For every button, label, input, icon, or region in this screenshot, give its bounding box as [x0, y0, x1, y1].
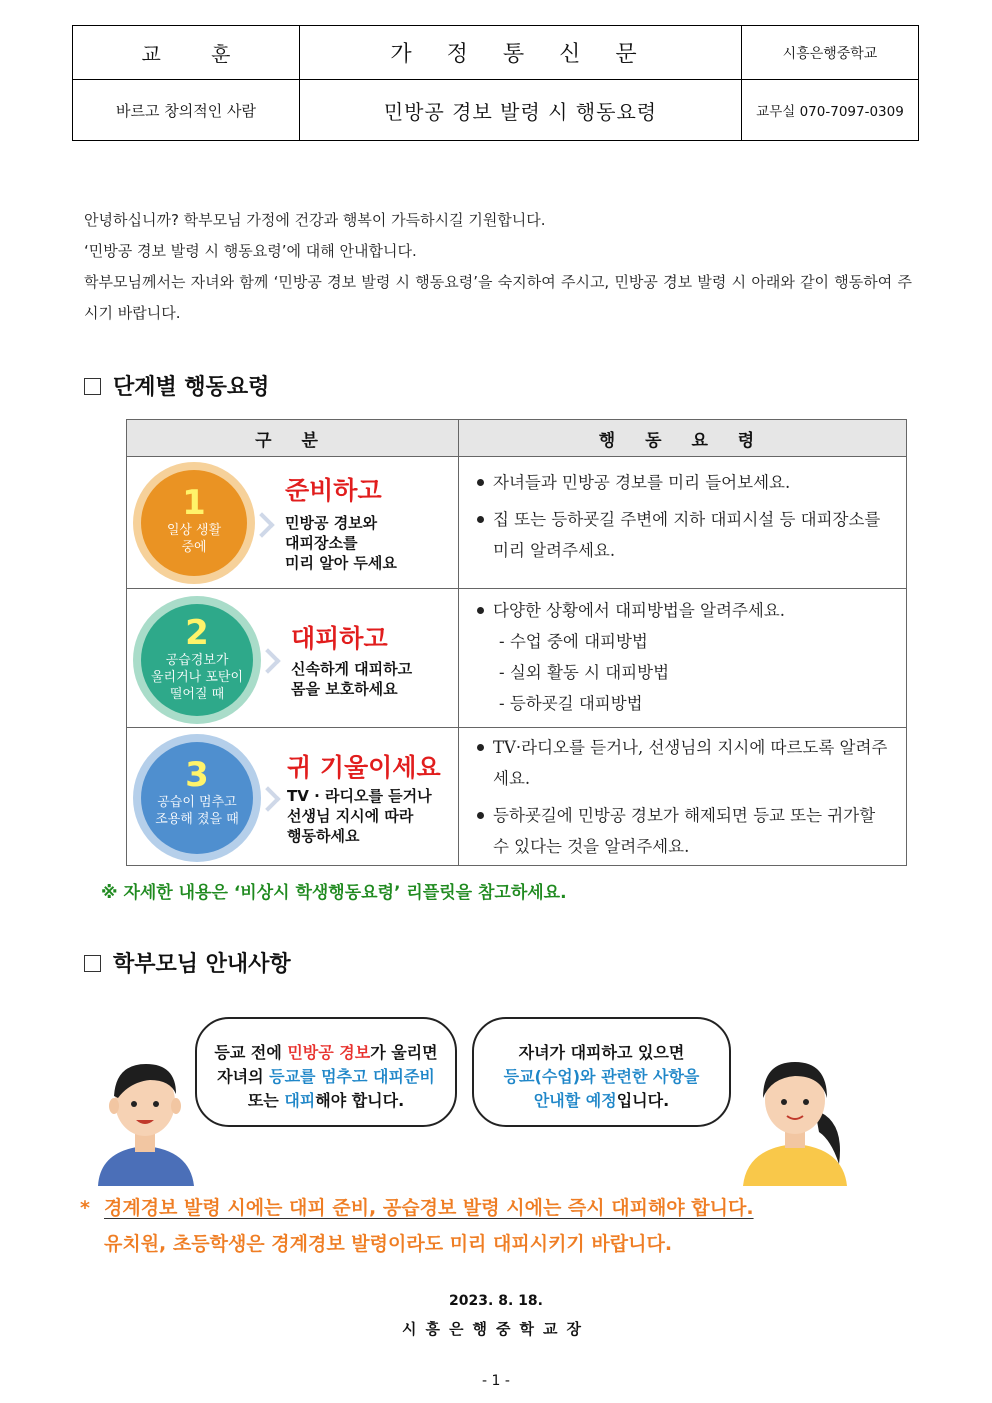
- evacuation-warning: [80, 1190, 754, 1262]
- principal-signature: 시흥은행중학교장: [402, 1320, 590, 1338]
- section-title-steps: 단계별 행동요령: [84, 370, 269, 401]
- stage-number: 1: [182, 483, 206, 523]
- action-sub-item: - 실외 활동 시 대피방법: [499, 663, 670, 682]
- stage-actions: [459, 728, 907, 866]
- page-number: - 1 -: [482, 1373, 510, 1389]
- stage-circle-1: [141, 470, 247, 576]
- stage-condition: 공습이 멈추고 조용해 졌을 때: [155, 795, 239, 827]
- contact-number: 교무실 070-7097-0309: [742, 80, 919, 141]
- stage-graphic: [127, 589, 459, 728]
- action-bullet: 다양한 상황에서 대피방법을 알려주세요.: [473, 595, 896, 626]
- asterisk-marker: *: [80, 1197, 90, 1219]
- boy-illustration: [90, 1050, 200, 1186]
- header-table: [72, 25, 919, 141]
- table-row: [127, 457, 907, 589]
- speech-bubble-right: 자녀가 대피하고 있으면 등교(수업)와 관련한 사항을 안내할 예정입니다.: [472, 1017, 731, 1127]
- action-bullet: 자녀들과 민방공 경보를 미리 들어보세요.: [473, 467, 896, 498]
- girl-illustration: [735, 1040, 855, 1186]
- stage-number: 2: [185, 613, 209, 653]
- column-header-category: 구 분: [127, 420, 459, 457]
- motto-label: 교 훈: [73, 26, 300, 80]
- action-sub-item: - 등하굣길 대피방법: [499, 694, 643, 713]
- action-sub-item: - 수업 중에 대피방법: [499, 632, 648, 651]
- stage-condition: 공습경보가 울리거나 포탄이 떨어질 때: [150, 653, 244, 702]
- stage-condition: 일상 생활 중에: [166, 523, 222, 555]
- stage-actions: [459, 589, 907, 728]
- table-row: [127, 728, 907, 866]
- stage-description: TV · 라디오를 듣거나 선생님 지시에 따라 행동하세요: [287, 787, 432, 845]
- stage-actions: [459, 457, 907, 589]
- action-bullet: 집 또는 등하굣길 주변에 지하 대피시설 등 대피장소를 미리 알려주세요.: [473, 504, 896, 566]
- intro-line: 안녕하십니까? 학부모님 가정에 건강과 행복이 가득하시길 기원합니다.: [84, 211, 546, 229]
- stage-heading: 귀 기울이세요: [287, 753, 441, 782]
- reference-note: ※ 자세한 내용은 ‘비상시 학생행동요령’ 리플릿을 참고하세요.: [101, 883, 567, 903]
- warning-line-2: 유치원, 초등학생은 경계경보 발령이라도 미리 대피시키기 바랍니다.: [104, 1233, 673, 1255]
- stage-graphic: [127, 457, 459, 589]
- checkbox-square-icon: [84, 955, 101, 972]
- document-subject: 민방공 경보 발령 시 행동요령: [300, 80, 742, 141]
- action-table: [126, 419, 907, 866]
- school-name: 시흥은행중학교: [742, 26, 919, 80]
- intro-line: 학부모님께서는 자녀와 함께 ‘민방공 경보 발령 시 행동요령’을 숙지하여 주시고, 민방공 경보 발령 시 아래와 같이 행동하여 주시기 바랍니다.: [84, 273, 912, 322]
- table-row: [127, 589, 907, 728]
- checkbox-square-icon: [84, 378, 101, 395]
- stage-description: 신속하게 대피하고 몸을 보호하세요: [291, 660, 413, 698]
- warning-line-1: 경계경보 발령 시에는 대피 준비, 공습경보 발령 시에는 즉시 대피해야 합니다.: [104, 1197, 754, 1219]
- intro-text: [84, 205, 912, 329]
- stage-number: 3: [185, 755, 209, 795]
- stage-graphic: [127, 728, 459, 866]
- stage-heading: 준비하고: [285, 476, 382, 505]
- stage-heading: 대피하고: [291, 624, 388, 653]
- stage-circle-2: [141, 604, 253, 716]
- intro-line: ‘민방공 경보 발령 시 행동요령’에 대해 안내합니다.: [84, 242, 417, 260]
- speech-bubble-left: 등교 전에 민방공 경보가 울리면 자녀의 등교를 멈추고 대피준비 또는 대피해야 합니다.: [195, 1017, 457, 1127]
- action-bullet: 등하굣길에 민방공 경보가 해제되면 등교 또는 귀가할 수 있다는 것을 알려주세요.: [473, 800, 896, 862]
- section-title-parents: 학부모님 안내사항: [84, 947, 291, 978]
- action-bullet: TV·라디오를 듣거나, 선생님의 지시에 따르도록 알려주세요.: [473, 732, 896, 794]
- stage-description: 민방공 경보와 대피장소를 미리 알아 두세요: [285, 514, 397, 572]
- document-title: 가 정 통 신 문: [300, 26, 742, 80]
- stage-circle-3: [141, 742, 253, 854]
- issue-date: 2023. 8. 18.: [449, 1293, 543, 1309]
- column-header-actions: 행 동 요 령: [459, 420, 907, 457]
- motto-text: 바르고 창의적인 사람: [73, 80, 300, 141]
